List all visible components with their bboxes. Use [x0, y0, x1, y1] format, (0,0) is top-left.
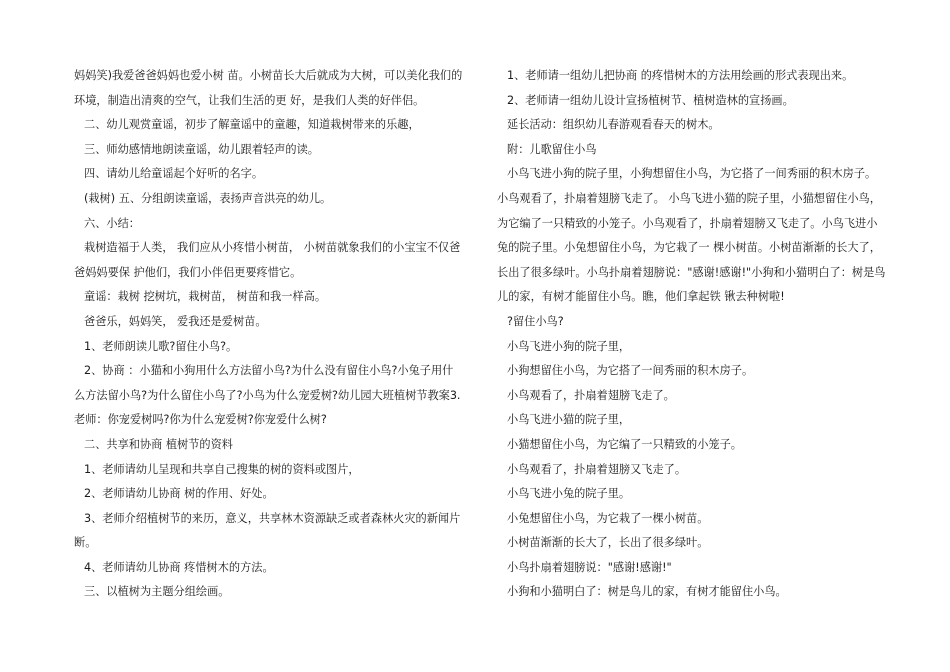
paragraph-right-5: 小鸟飞进小狗的院子里，小狗想留住小鸟，为它搭了一间秀丽的积木房子。小鸟观看了，扑扇着翅膀飞走了。 小鸟飞进小猫的院子里，小猫想留住小鸟，为它编了一只精致的小笼子。小鸟观看了，扑扇着翅膀又飞走了。小鸟飞进小兔的院子里。小兔想留住小鸟，为它栽了一 棵小树苗。小树苗渐渐的长大了，长出了很多绿叶。小鸟扑扇着翅膀说："感谢!感谢!"小狗和小猫明白了：树是鸟儿的家，有树才能留住小鸟。瞧，他们拿起铁 锹去种树啦!	[497, 167, 886, 304]
left-column	[74, 64, 464, 605]
paragraph-left-14: 2、老师请幼儿协商 树的作用、好处。	[84, 487, 274, 501]
paragraph-left-9: 爸爸乐，妈妈笑， 爱我还是爱树苗。	[84, 314, 267, 328]
paragraph-right-9: 小鸟观看了，扑扇着翅膀飞走了。	[507, 388, 675, 402]
right-column	[497, 64, 887, 605]
paragraph-left-7: 栽树造福于人类， 我们应从小疼惜小树苗， 小树苗就象我们的小宝宝不仅爸爸妈妈要保 护他们，我们小伴侣更要疼惜它。	[74, 241, 461, 279]
paragraph-left-17: 三、以植树为主题分组绘画。	[84, 585, 230, 599]
paragraph-left-5: (栽树) 五、分组朗读童谣，表扬声音洪亮的幼儿。	[84, 191, 332, 205]
paragraph-right-11: 小猫想留住小鸟，为它编了一只精致的小笼子。	[507, 437, 742, 451]
paragraph-right-16: 小鸟扑扇着翅膀说："感谢!感谢!"	[507, 560, 672, 574]
paragraph-right-8: 小狗想留住小鸟，为它搭了一间秀丽的积木房子。	[507, 364, 754, 378]
paragraph-right-17: 小狗和小猫明白了：树是鸟儿的家，有树才能留住小鸟。	[507, 585, 787, 599]
paragraph-right-6: ?留住小鸟?	[507, 314, 564, 328]
paragraph-left-4: 四、请幼儿给童谣起个好听的名字。	[84, 167, 264, 181]
paragraph-right-3: 延长活动：组织幼儿春游观看春天的树木。	[507, 118, 720, 132]
paragraph-right-12: 小鸟观看了，扑扇着翅膀又飞走了。	[507, 462, 687, 476]
paragraph-left-10: 1、老师朗读儿歌?留住小鸟?。	[84, 339, 238, 353]
paragraph-left-12: 二、共享和协商 植树节的资料	[84, 437, 233, 451]
paragraph-right-4: 附：儿歌留住小鸟	[507, 142, 597, 156]
paragraph-left-15: 3、老师介绍植树节的来历，意义，共享林木资源缺乏或者森林火灾的新闻片断。	[74, 511, 461, 550]
paragraph-right-10: 小鸟飞进小猫的院子里，	[507, 413, 631, 427]
paragraph-left-8: 童谣：栽树 挖树坑，栽树苗， 树苗和我一样高。	[84, 290, 327, 304]
paragraph-right-2: 2、老师请一组幼儿设计宣扬植树节、植树造林的宣扬画。	[507, 93, 794, 107]
paragraph-left-11: 2、协商 ：小猫和小狗用什么方法留小鸟?为什么没有留住小鸟?小兔子用什么方法留小鸟?为什么留住小鸟了?小鸟为什么宠爱树?幼儿园大班植树节教案3.老师：你宠爱树吗?你为什么宠爱树?你宠爱什么树?	[74, 364, 461, 427]
paragraph-right-15: 小树苗渐渐的长大了，长出了很多绿叶。	[507, 536, 709, 550]
paragraph-left-3: 三、师幼感情地朗读童谣，幼儿跟着轻声的读。	[84, 142, 319, 156]
paragraph-left-13: 1、老师请幼儿呈现和共享自己搜集的树的资料或图片，	[84, 462, 360, 476]
paragraph-right-13: 小鸟飞进小兔的院子里。	[507, 487, 631, 501]
paragraph-right-7: 小鸟飞进小狗的院子里，	[507, 339, 631, 353]
paragraph-left-6: 六、小结：	[84, 216, 140, 230]
paragraph-left-2: 二、幼儿观赏童谣，初步了解童谣中的童趣，知道栽树带来的乐趣，	[84, 118, 420, 132]
paragraph-left-16: 4、老师请幼儿协商 疼惜树木的方法。	[84, 560, 274, 574]
paragraph-right-14: 小兔想留住小鸟，为它栽了一棵小树苗。	[507, 511, 709, 525]
paragraph-right-1: 1、老师请一组幼儿把协商 的疼惜树木的方法用绘画的形式表现出来。	[507, 69, 854, 82]
paragraph-left-1: 妈妈笑)我爱爸爸妈妈也爱小树 苗。小树苗长大后就成为大树，可以美化我们的环境，制造出清爽的空气，让我们生活的更 好，是我们人类的好伴侣。	[74, 69, 463, 107]
